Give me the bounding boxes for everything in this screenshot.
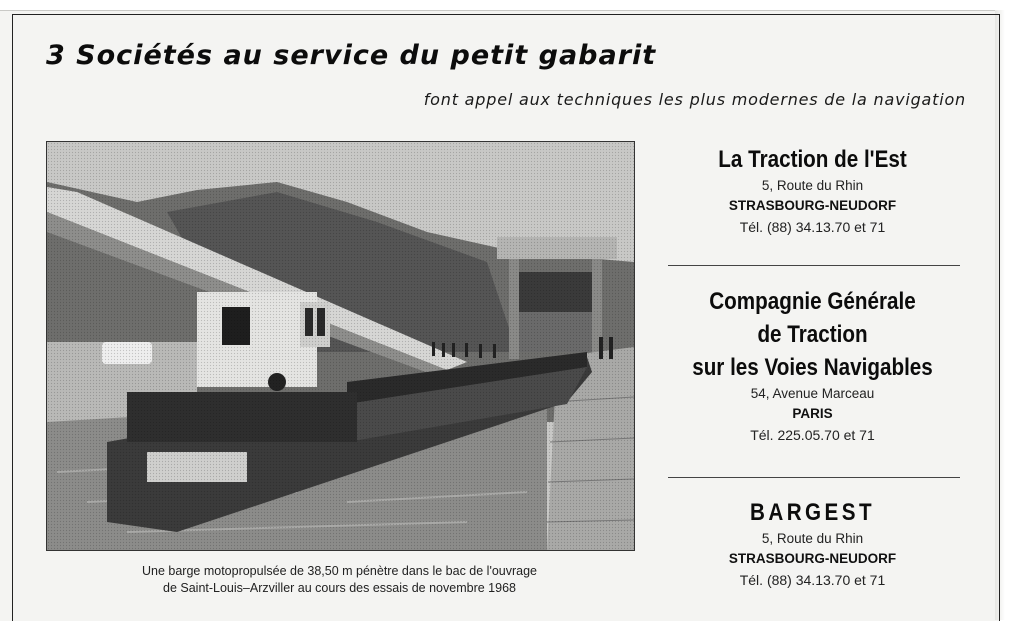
- caption-line-1: Une barge motopropulsée de 38,50 m pénètre dans le bac de l'ouvrage: [141, 564, 537, 578]
- divider: [668, 477, 960, 478]
- headline: 3 Sociétés au service du petit gabarit: [46, 40, 657, 71]
- company-address: 5, Route du Rhin: [761, 178, 864, 193]
- company-bargest: [650, 496, 975, 591]
- subheadline: font appel aux techniques les plus modernes de la navigation: [423, 90, 966, 109]
- company-name-line-3: sur les Voies Navigables: [692, 354, 933, 381]
- company-name-line-1: Compagnie Générale: [709, 288, 916, 315]
- company-name-line-2: de Traction: [757, 321, 868, 348]
- company-name: La Traction de l'Est: [718, 146, 907, 173]
- company-phone: Tél. (88) 34.13.70 et 71: [739, 572, 886, 588]
- barge-photo-illustration: [47, 142, 634, 550]
- company-city: STRASBOURG-NEUDORF: [728, 198, 897, 213]
- company-name: BARGEST: [750, 499, 875, 526]
- company-cgtvn: [650, 285, 975, 446]
- barge-photo: [46, 141, 635, 551]
- company-traction-est: [650, 143, 975, 238]
- company-address: 5, Route du Rhin: [761, 531, 864, 546]
- divider: [668, 265, 960, 266]
- photo-caption: [46, 563, 633, 597]
- caption-line-2: de Saint-Louis–Arzviller au cours des essais de novembre 1968: [163, 581, 516, 595]
- company-address: 54, Avenue Marceau: [750, 386, 875, 401]
- company-phone: Tél. 225.05.70 et 71: [750, 427, 875, 443]
- company-city: PARIS: [792, 406, 833, 421]
- company-city: STRASBOURG-NEUDORF: [728, 551, 897, 566]
- company-phone: Tél. (88) 34.13.70 et 71: [739, 219, 886, 235]
